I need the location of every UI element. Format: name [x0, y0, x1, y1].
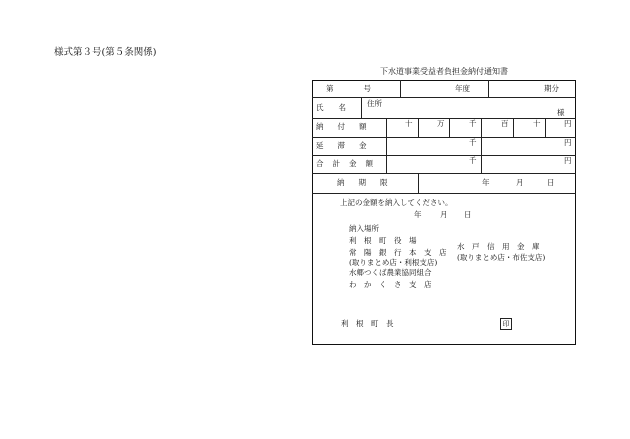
payment-places-heading: 納入場所	[349, 224, 379, 233]
yen-unit: 円	[564, 138, 572, 147]
digit-label: 十	[533, 119, 541, 128]
deadline-day: 日	[547, 178, 555, 187]
seal-mark: 印	[500, 318, 512, 330]
name-label: 氏 名	[316, 103, 346, 112]
notice-date-day: 日	[464, 210, 472, 219]
payment-place: 水 戸 信 用 金 庫	[457, 242, 540, 251]
row-divider	[312, 193, 576, 194]
digit-label: 千	[469, 119, 477, 128]
col-divider	[481, 118, 482, 173]
payment-place: (取りまとめ店・布佐支店)	[457, 253, 546, 262]
col-divider	[449, 118, 450, 137]
payment-place: 常 陽 銀 行 本 支 店	[349, 248, 447, 257]
col-divider	[488, 80, 489, 97]
col-divider	[545, 118, 546, 137]
payment-amount-label: 納付額	[316, 122, 381, 131]
digit-label: 円	[564, 119, 572, 128]
payment-place: 水郷つくば農業協同組合	[349, 268, 432, 277]
document-title: 下水道事業受益者負担金納付通知書	[380, 67, 508, 76]
digit-label: 万	[437, 119, 445, 128]
payment-place: (取りまとめ店・利根支店)	[349, 258, 438, 267]
payment-place: わ か く さ 支 店	[349, 280, 432, 289]
col-divider	[418, 173, 419, 193]
col-divider	[418, 118, 419, 137]
thousand-unit: 千	[469, 156, 477, 165]
notice-date-month: 月	[440, 210, 448, 219]
col-divider	[513, 118, 514, 137]
row-divider	[312, 97, 576, 98]
installment-label: 期分	[544, 84, 559, 93]
digit-label: 百	[501, 119, 509, 128]
notice-message: 上記の金額を納入してください。	[340, 198, 453, 207]
fiscal-year-label: 年度	[455, 84, 470, 93]
yen-unit: 円	[564, 156, 572, 165]
deadline-label: 納期限	[337, 178, 402, 187]
late-fee-label: 延滞金	[316, 141, 381, 150]
col-divider	[361, 97, 362, 118]
honorific-label: 様	[557, 108, 565, 117]
form-code: 様式第３号(第５条関係)	[54, 47, 157, 58]
address-label: 住所	[367, 99, 382, 108]
payment-place: 利 根 町 役 場	[349, 236, 417, 245]
total-amount-label: 合計金額	[316, 159, 382, 168]
thousand-unit: 千	[469, 138, 477, 147]
row-divider	[312, 155, 576, 156]
deadline-year: 年	[482, 178, 490, 187]
row-divider	[312, 173, 576, 174]
number-label: 第 号	[326, 84, 371, 93]
row-divider	[312, 137, 576, 138]
issuer-name: 利 根 町 長	[341, 319, 394, 328]
deadline-month: 月	[516, 178, 524, 187]
col-divider	[386, 118, 387, 173]
notice-date-year: 年	[414, 210, 422, 219]
col-divider	[400, 80, 401, 97]
digit-label: 十	[405, 119, 413, 128]
